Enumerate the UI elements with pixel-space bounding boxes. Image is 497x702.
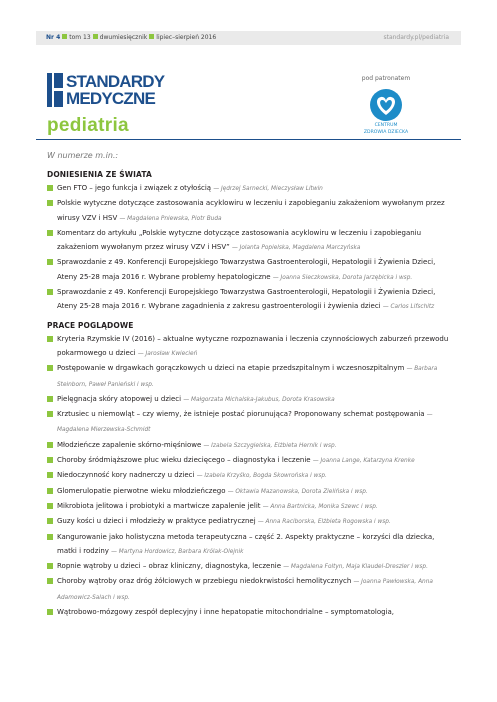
bullet-icon [47, 578, 53, 584]
header-divider [36, 139, 461, 140]
article-authors: — Magdalena Pniewska, Piotr Buda [119, 215, 222, 222]
list-item [47, 226, 449, 256]
heart-logo-icon [369, 88, 403, 122]
list-item [47, 453, 449, 468]
article-authors: — Joanna Sieczkowska, Dorota Jarzębicka i wsp. [272, 274, 413, 281]
bullet-icon [62, 34, 67, 39]
article-authors: — Jarosław Kwiecień [137, 350, 198, 357]
bullet-icon [47, 488, 53, 494]
list-item [47, 499, 449, 514]
section-heading: DONIESIENIA ZE ŚWIATA [47, 170, 152, 179]
bullet-icon [47, 200, 53, 206]
bullet-icon [47, 230, 53, 236]
bullet-icon [47, 457, 53, 463]
list-item [47, 196, 449, 226]
intro-label: W numerze m.in.: [47, 151, 119, 160]
volume: tom 13 [69, 34, 91, 41]
period: lipiec–sierpień 2016 [156, 34, 217, 41]
article-title: Młodzieńcze zapalenie skórno-mięśniowe [57, 440, 202, 449]
list-item [47, 181, 449, 196]
list-item [47, 438, 449, 453]
logo-line-2: MEDYCZNE [66, 89, 155, 108]
bullet-icon [47, 472, 53, 478]
article-title: Postępowanie w drgawkach gorączkowych u dzieci na etapie przedszpitalnym i wczesnoszpitalnym [57, 364, 405, 373]
article-authors: — Małgorzata Michalska-Jakubus, Dorota Krasowska [183, 396, 335, 403]
article-authors: — Magdalena Mierzewska-Schmidt [57, 412, 433, 434]
standardy-medyczne-logo [47, 73, 197, 107]
list-item [47, 285, 449, 315]
article-authors: — Jędrzej Sarnecki, Mieczysław Litwin [213, 186, 323, 192]
article-authors: — Martyna Hordowicz, Barbara Królak-Olejnik [111, 548, 244, 555]
issue-info [46, 31, 216, 45]
article-authors: — Izabela Szczygielska, Elżbieta Hernik i wsp. [203, 442, 337, 449]
bullet-icon [47, 365, 53, 371]
article-authors: — Jolanta Popielska, Magdalena Marczyńska [231, 245, 361, 252]
bullet-icon [47, 503, 53, 509]
article-title: Krztusiec u niemowląt – czy wiemy, że istnieje postać piorunująca? Proponowany schemat postępowania [57, 410, 425, 419]
bullet-icon [47, 185, 53, 191]
article-authors: — Izabela Krzyśko, Bogda Skowrońska i wsp. [196, 473, 327, 480]
patronage-caption: pod patronatem [361, 75, 411, 82]
list-item [47, 484, 449, 499]
list-item [47, 255, 449, 285]
article-title: Sprawozdanie z 49. Konferencji Europejskiego Towarzystwa Gastroenterologii, Hepatologii i Żywienia Dzieci, Ateny 25-28 maja 2016 r. Wybrane problemy hepatologiczne [57, 258, 436, 281]
article-title: Kryteria Rzymskie IV (2016) – aktualne wytyczne rozpoznawania i leczenia czynnościowych zaburzeń przewodu pokarmowego u dzieci [57, 334, 449, 357]
list-item [47, 514, 449, 529]
article-authors: — Anna Raciborska, Elżbieta Rogowska i wsp. [257, 519, 391, 526]
article-title: Wątrobowo-mózgowy zespół deplecyjny i inne hepatopatie mitochondrialne – symptomatologia, [57, 608, 395, 617]
patronage-org-line-1: CENTRUM [374, 123, 398, 128]
article-authors: — Magdalena Foltyn, Maja Klaudel-Dreszler i wsp. [283, 564, 428, 571]
bullet-icon [149, 34, 154, 39]
article-title: Polskie wytyczne dotyczące zastosowania acyklowiru w leczeniu i zapobieganiu zakażeniom wywołanym przez wirusy VZV i HSV [57, 199, 445, 222]
bullet-icon [47, 518, 53, 524]
list-item [47, 605, 449, 619]
site-link[interactable]: standardy.pl/pediatria [383, 34, 449, 41]
article-title: Kangurowanie jako holistyczna metoda terapeutyczna – część 2. Aspekty praktyczne – korzyści dla dziecka, matki i rodziny [57, 532, 435, 555]
bullet-icon [47, 411, 53, 417]
bullet-icon [47, 259, 53, 265]
bullet-icon [47, 442, 53, 448]
issue-number: Nr 4 [46, 34, 61, 41]
article-title: Ropnie wątroby u dzieci – obraz kliniczny, diagnostyka, leczenie [57, 562, 282, 571]
patronage [352, 75, 420, 136]
list-item [47, 392, 449, 407]
article-title: Guzy kości u dzieci i młodzieży w praktyce pediatrycznej [57, 517, 256, 526]
article-title: Glomerulopatie pierwotne wieku młodzieńczego [57, 486, 226, 495]
table-of-contents [47, 151, 449, 619]
logo-line-1: STANDARDY [66, 72, 165, 91]
list-item [47, 361, 449, 392]
article-title: Choroby wątroby oraz dróg żółciowych w przebiegu niedokrwistości hemolitycznych [57, 577, 352, 586]
article-authors: — Joanna Pawłowska, Anna Adamowicz-Salach i wsp. [57, 579, 433, 601]
article-title: Gen FTO – jego funkcja i związek z otyłością [57, 184, 212, 192]
list-item [47, 407, 449, 438]
frequency: dwumiesięcznik [99, 34, 148, 41]
article-title: Komentarz do artykułu „Polskie wytyczne dotyczące zastosowania acyklowiru w leczeniu i zapobieganiu zakażeniom wywołanym przez wirusy VZV i HSV” [57, 228, 422, 252]
bullet-icon [47, 336, 53, 342]
article-title: Mikrobiota jelitowa i probiotyki a martwicze zapalenie jelit [57, 501, 261, 510]
article-title: Pielęgnacja skóry atopowej u dzieci [57, 394, 182, 403]
bullet-icon [47, 563, 53, 569]
article-authors: — Barbara Steinborn, Paweł Panieński i wsp. [57, 366, 438, 388]
article-authors: — Carlos Lifschitz [382, 304, 435, 311]
issue-bar [36, 31, 461, 45]
bullet-icon [93, 34, 98, 39]
sections [47, 170, 449, 619]
article-authors: — Joanna Lange, Katarzyna Krenke [312, 458, 415, 465]
section-heading: PRACE POGLĄDOWE [47, 320, 134, 330]
list-item [47, 332, 449, 362]
bullet-icon [47, 289, 53, 295]
article-title: Niedoczynność kory nadnerczy u dzieci [57, 471, 195, 480]
list-item [47, 574, 449, 605]
list-item [47, 559, 449, 574]
article-authors: — Anna Bartnicka, Monika Szewc i wsp. [262, 503, 378, 510]
section-name: pediatria [47, 115, 129, 136]
bullet-icon [47, 534, 53, 540]
logo-mark-icon [47, 73, 63, 107]
list-item [47, 468, 449, 483]
article-title: Sprawozdanie z 49. Konferencji Europejskiego Towarzystwa Gastroenterologii, Hepatologii i Żywienia Dzieci, Ateny 25-28 maja 2016 r. Wybrane zagadnienia z zakresu gastroenterologii i żywienia dzieci [57, 288, 436, 311]
bullet-icon [47, 396, 53, 402]
bullet-icon [47, 609, 53, 615]
article-title: Choroby śródmiąższowe płuc wieku dziecięcego – diagnostyka i leczenie [57, 456, 311, 465]
article-authors: — Oktawia Mazanowska, Dorota Zielińska i wsp. [227, 488, 368, 495]
list-item [47, 530, 449, 560]
patronage-org-line-2: ZDROWIA DZIECKA [363, 130, 409, 135]
